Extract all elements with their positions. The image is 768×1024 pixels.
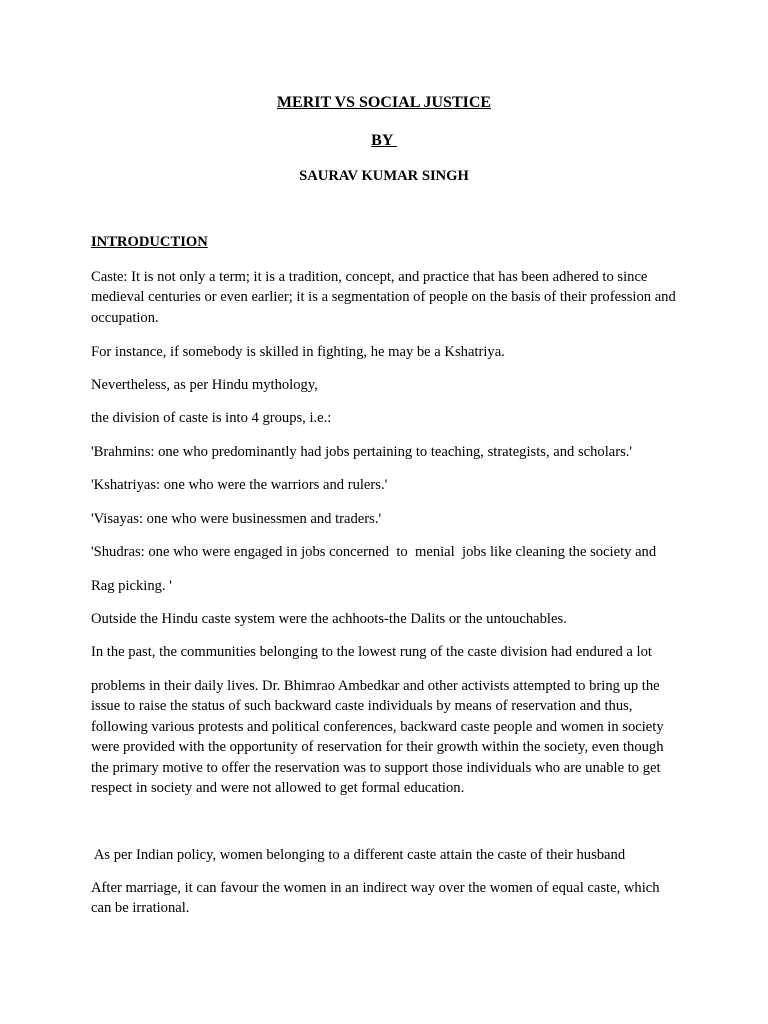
section-heading-introduction: INTRODUCTION [91, 234, 208, 250]
paragraph: In the past, the communities belonging to the lowest rung of the caste division had endured a lot [91, 644, 652, 660]
author-name: SAURAV KUMAR SINGH [299, 168, 469, 184]
paragraph: 'Visayas: one who were businessmen and traders.' [91, 511, 382, 527]
paragraph: As per Indian policy, women belonging to a different caste attain the caste of their husband [91, 847, 626, 863]
paragraph: Caste: It is not only a term; it is a tradition, concept, and practice that has been adhered to since medieval centuries or even earlier; it is a segmentation of people on the basis of their profession and occupation. [91, 269, 676, 326]
paragraph: Rag picking. ' [91, 578, 172, 594]
paragraph: problems in their daily lives. Dr. Bhimrao Ambedkar and other activists attempted to bring up the issue to raise the status of such backward caste individuals by means of reservation and thus, following various protests and political conferences, backward caste people and women in society were provided with the opportunity of reservation for their growth within the society, even though the primary motive to offer the reservation was to support those individuals who are unable to get respect in society and were not allowed to get formal education. [91, 678, 664, 797]
paragraph: After marriage, it can favour the women in an indirect way over the women of equal caste, which can be irrational. [91, 880, 660, 917]
paragraph: Nevertheless, as per Hindu mythology, [91, 377, 318, 393]
paragraph: 'Kshatriyas: one who were the warriors and rulers.' [91, 477, 388, 493]
byline-label: BY [371, 132, 397, 149]
paragraph: Outside the Hindu caste system were the achhoots-the Dalits or the untouchables. [91, 611, 567, 627]
paragraph: 'Shudras: one who were engaged in jobs concerned to menial jobs like cleaning the society and [91, 544, 657, 560]
document-title: MERIT VS SOCIAL JUSTICE [276, 94, 492, 111]
paragraph: the division of caste is into 4 groups, i.e.: [91, 410, 332, 426]
paragraph: 'Brahmins: one who predominantly had jobs pertaining to teaching, strategists, and scholars.' [91, 444, 633, 460]
paragraph: For instance, if somebody is skilled in fighting, he may be a Kshatriya. [91, 344, 505, 360]
